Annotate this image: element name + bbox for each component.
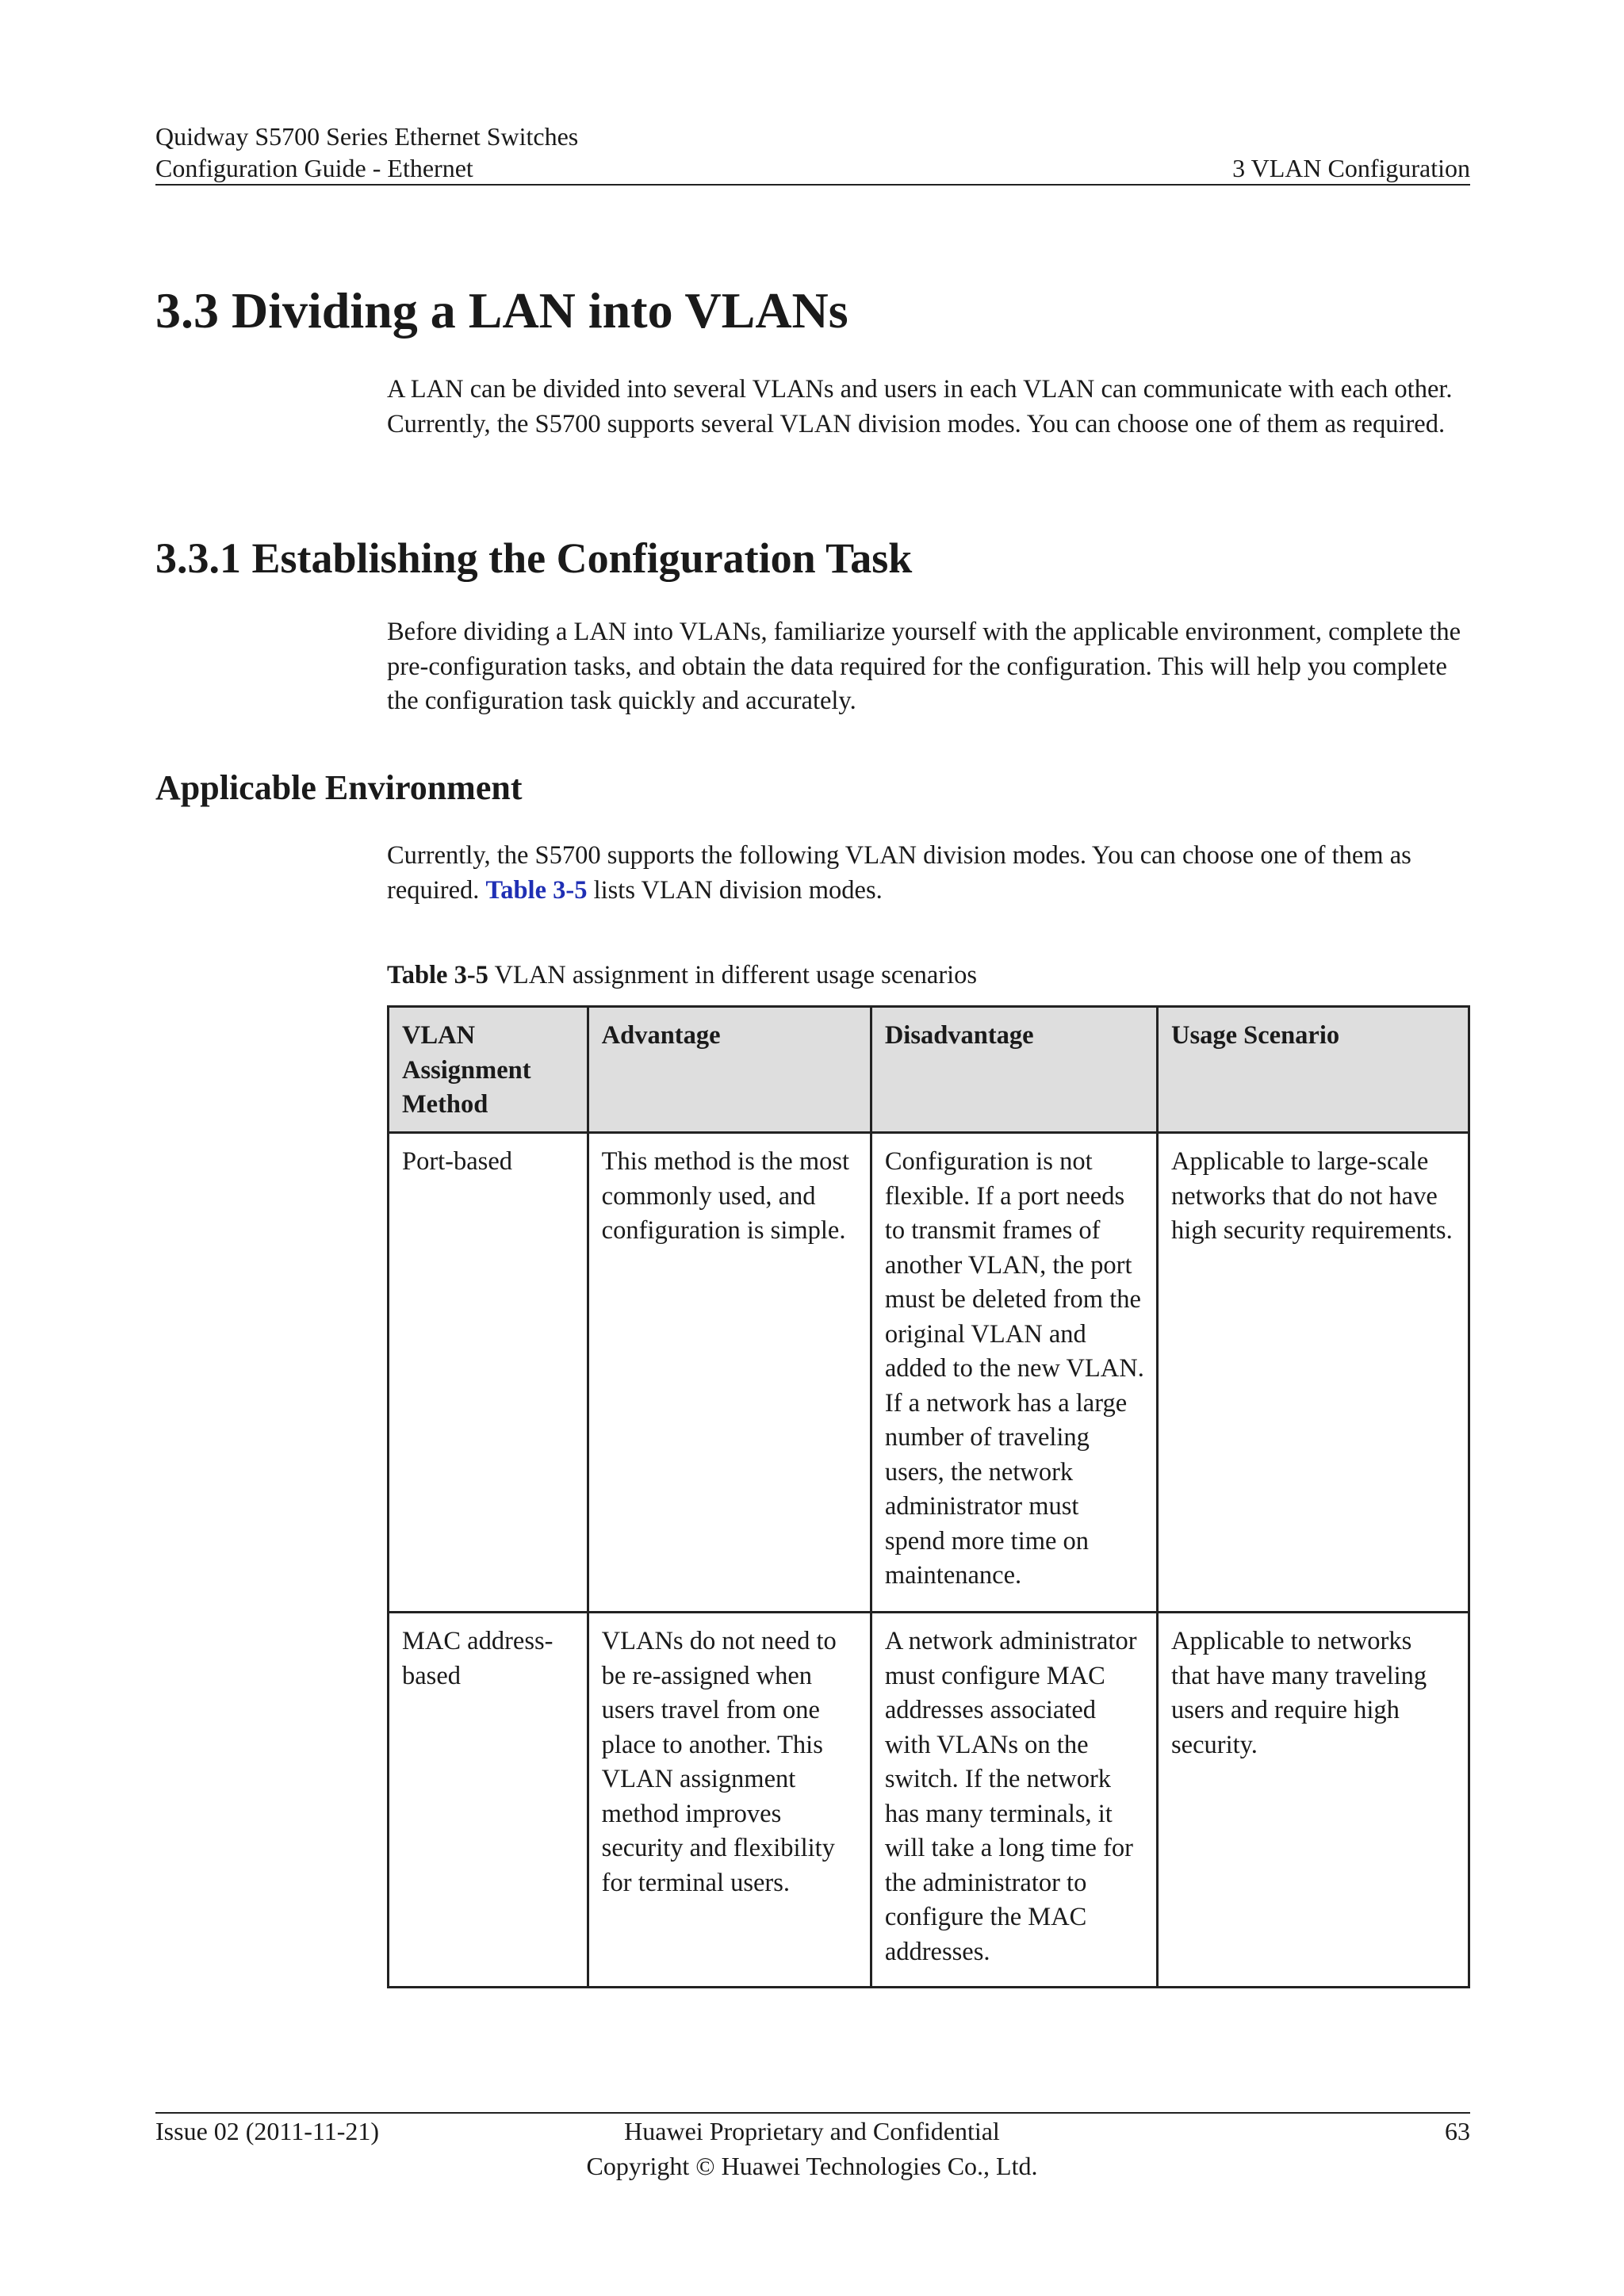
section-intro: A LAN can be divided into several VLANs and users in each VLAN can communicate with each other. Currently, the S5700 supports several VLAN division modes. You can choose one of them as required. — [387, 375, 1453, 438]
table-caption-text: VLAN assignment in different usage scenarios — [488, 961, 978, 989]
column-header-disadvantage: Disadvantage — [871, 1007, 1157, 1133]
table-3-5-link[interactable]: Table 3-5 — [485, 875, 588, 905]
footer-copyright-block — [0, 2114, 1624, 2183]
table-caption-label: Table 3-5 — [387, 961, 488, 989]
cell-usage-scenario: Applicable to networks that have many traveling users and require high security. — [1158, 1613, 1469, 1988]
cell-method: Port-based — [389, 1133, 588, 1613]
column-header-method: VLAN Assignment Method — [389, 1007, 588, 1133]
header-divider — [155, 184, 1470, 186]
header-chapter: 3 VLAN Configuration — [1232, 154, 1470, 182]
column-header-usage-scenario: Usage Scenario — [1158, 1007, 1469, 1133]
cell-method: MAC address-based — [389, 1613, 588, 1988]
table-caption — [387, 958, 977, 993]
table-header-row — [389, 1007, 1469, 1133]
footer-copyright: Copyright © Huawei Technologies Co., Ltd. — [586, 2152, 1038, 2180]
cell-usage-scenario: Applicable to large-scale networks that do not have high security requirements. — [1158, 1133, 1469, 1613]
column-header-advantage: Advantage — [588, 1007, 871, 1133]
subsection-intro: Before dividing a LAN into VLANs, familiarize yourself with the applicable environment, complete the pre-configuration tasks, and obtain the data required for the configuration. This will help you complete the configuration task quickly and accurately. — [387, 618, 1461, 715]
table-row — [389, 1613, 1469, 1988]
footer-confidential: Huawei Proprietary and Confidential — [624, 2117, 1000, 2145]
cell-disadvantage: Configuration is not flexible. If a port needs to transmit frames of another VLAN, the port must be deleted from the original VLAN and added to the new VLAN. If a network has a large number of traveling users, the network administrator must spend more time on maintenance. — [871, 1133, 1157, 1613]
footer-issue: Issue 02 (2011-11-21) — [155, 2117, 380, 2145]
table-row — [389, 1133, 1469, 1613]
header-row — [155, 152, 1470, 184]
applicable-environment-text — [387, 839, 1470, 908]
applicable-text-end: lists VLAN division modes. — [587, 875, 883, 905]
cell-advantage: This method is the most commonly used, and configuration is simple. — [588, 1133, 871, 1613]
page-number: 63 — [1445, 2117, 1470, 2145]
header-product-name: Quidway S5700 Series Ethernet Switches — [155, 122, 579, 151]
applicable-environment-heading: Applicable Environment — [155, 768, 523, 807]
cell-disadvantage: A network administrator must configure MAC addresses associated with VLANs on the switch. If the network has many terminals, it will take a long time for the administrator to configure the MAC addresses. — [871, 1613, 1157, 1988]
header-guide-name: Configuration Guide - Ethernet — [155, 154, 473, 182]
section-title: 3.3 Dividing a LAN into VLANs — [155, 282, 848, 339]
applicable-text-start: Currently, the S5700 supports the following VLAN division modes. You can choose one of them as required. — [387, 841, 1411, 905]
subsection-title: 3.3.1 Establishing the Configuration Task — [155, 534, 913, 582]
vlan-assignment-table — [387, 1005, 1470, 1988]
cell-advantage: VLANs do not need to be re-assigned when users travel from one place to another. This VLAN assignment method improves security and flexibility for terminal users. — [588, 1613, 871, 1988]
